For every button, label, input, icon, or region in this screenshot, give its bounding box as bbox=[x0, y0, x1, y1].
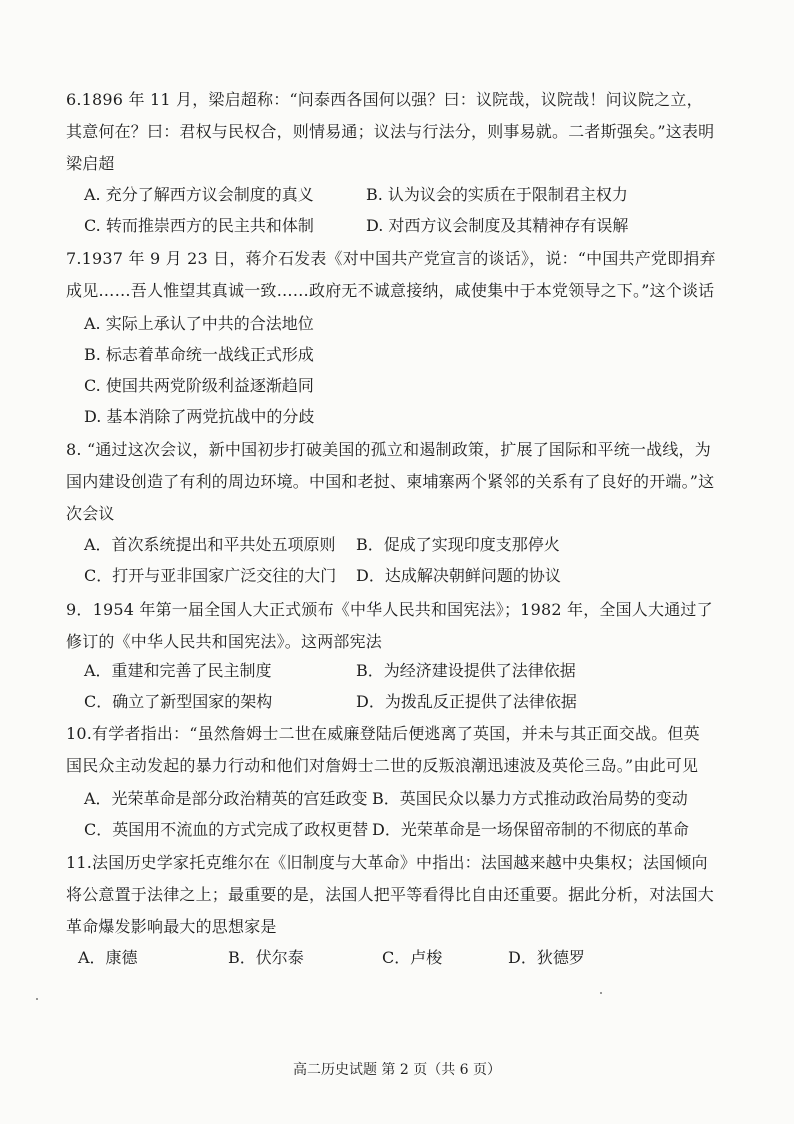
question-10-option-d: D．光荣革命是一场保留帝制的不彻底的革命 bbox=[372, 820, 689, 839]
scan-speck bbox=[600, 992, 602, 994]
question-6-option-d: D. 对西方议会制度及其精神存有误解 bbox=[366, 216, 629, 235]
question-6-stem: 6.1896 年 11 月，梁启超称：“问泰西各国何以强？曰：议院哉，议院哉！问议院之立，其意何在？曰：君权与民权合，则情易通；议法与行法分，则事易就。二者斯强矣。”这表明梁启超 bbox=[66, 90, 715, 173]
question-11-option-d: D．狄德罗 bbox=[508, 948, 585, 967]
question-11-option-b: B．伏尔泰 bbox=[228, 948, 304, 967]
question-8-stem: 8. “通过这次会议，新中国初步打破美国的孤立和遏制政策，扩展了国际和平统一战线，为国内建设创造了有利的周边环境。中国和老挝、柬埔寨两个紧邻的关系有了良好的开端。”这次会议 bbox=[66, 440, 715, 523]
question-8-option-c: C．打开与亚非国家广泛交往的大门 bbox=[84, 566, 337, 585]
question-10-option-a: A．光荣革命是部分政治精英的宫廷政变 bbox=[84, 789, 368, 808]
question-8-option-d: D．达成解决朝鲜问题的协议 bbox=[356, 566, 561, 585]
question-10-option-b: B．英国民众以暴力方式推动政治局势的变动 bbox=[372, 789, 688, 808]
page-footer: 高二历史试题 第 2 页（共 6 页） bbox=[292, 1062, 502, 1078]
question-11-stem: 11.法国历史学家托克维尔在《旧制度与大革命》中指出：法国越来越中央集权；法国倾向将公意置于法律之上；最重要的是，法国人把平等看得比自由还重要。据此分析，对法国大革命爆发影响最大的思想家是 bbox=[66, 853, 715, 936]
question-8-option-b: B．促成了实现印度支那停火 bbox=[356, 535, 560, 554]
question-6-option-c: C. 转而推崇西方的民主共和体制 bbox=[84, 216, 314, 235]
question-9-option-a: A．重建和完善了民主制度 bbox=[84, 661, 272, 680]
question-11-option-c: C．卢梭 bbox=[382, 948, 443, 967]
question-11-option-a: A．康德 bbox=[78, 948, 138, 967]
question-9-option-c: C．确立了新型国家的架构 bbox=[84, 692, 273, 711]
question-6-option-a: A. 充分了解西方议会制度的真义 bbox=[84, 185, 314, 204]
question-7-stem: 7.1937 年 9 月 23 日，蒋介石发表《对中国共产党宣言的谈话》，说：“中国共产党即捐弃成见……吾人惟望其真诚一致……政府无不诚意接纳，咸使集中于本党领导之下。”这个谈话 bbox=[66, 249, 716, 300]
question-9-stem: 9．1954 年第一届全国人大正式颁布《中华人民共和国宪法》；1982 年，全国人大通过了修订的《中华人民共和国宪法》。这两部宪法 bbox=[66, 600, 713, 651]
question-8-option-a: A．首次系统提出和平共处五项原则 bbox=[84, 535, 336, 554]
question-10-option-c: C．英国用不流血的方式完成了政权更替 bbox=[84, 820, 369, 839]
question-9-option-d: D．为拨乱反正提供了法律依据 bbox=[356, 692, 577, 711]
question-7-option-a: A. 实际上承认了中共的合法地位 bbox=[84, 314, 314, 333]
question-9-option-b: B．为经济建设提供了法律依据 bbox=[356, 661, 576, 680]
question-6-option-b: B. 认为议会的实质在于限制君主权力 bbox=[366, 185, 628, 204]
question-7-option-c: C. 使国共两党阶级利益逐渐趋同 bbox=[84, 376, 314, 395]
scan-speck bbox=[36, 998, 38, 1000]
question-7-option-d: D. 基本消除了两党抗战中的分歧 bbox=[84, 407, 315, 426]
question-10-stem: 10.有学者指出：“虽然詹姆士二世在威廉登陆后便逃离了英国，并未与其正面交战。但英国民众主动发起的暴力行动和他们对詹姆士二世的反叛浪潮迅速波及英伦三岛。”由此可见 bbox=[66, 724, 700, 775]
question-7-option-b: B. 标志着革命统一战线正式形成 bbox=[84, 345, 314, 364]
